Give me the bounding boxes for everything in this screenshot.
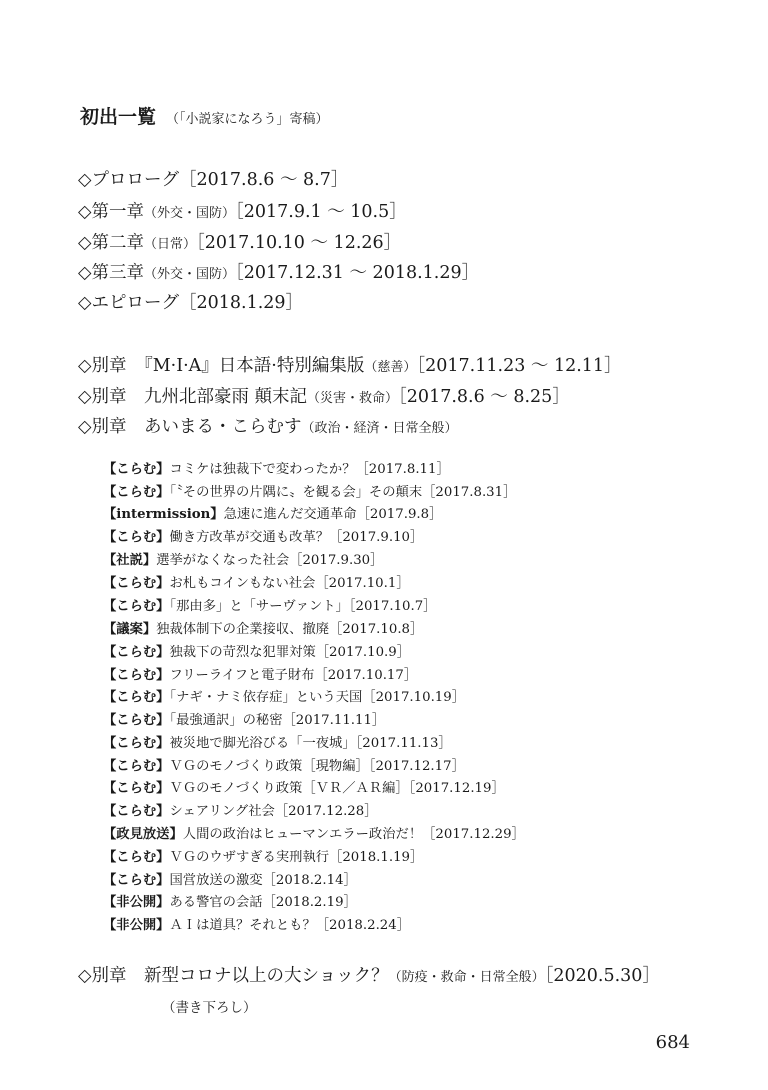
item-text: 人間の政治はヒューマンエラー政治だ！［2017.12.29］ bbox=[182, 827, 525, 842]
list-item bbox=[103, 526, 423, 545]
entry-note: （外交・国防） bbox=[143, 267, 235, 282]
item-tag: 【こらむ】 bbox=[103, 599, 170, 614]
item-tag: 【こらむ】 bbox=[103, 576, 170, 591]
list-item bbox=[103, 686, 465, 705]
item-text: シェアリング社会［2017.12.28］ bbox=[169, 804, 378, 819]
entry-date: ［2017.8.6 〜 8.7］ bbox=[178, 170, 349, 190]
item-text: ＶＧのモノづくり政策［現物編］［2017.12.17］ bbox=[169, 759, 465, 774]
item-text: フリーライフと電子財布［2017.10.17］ bbox=[169, 668, 418, 683]
item-tag: 【こらむ】 bbox=[103, 690, 170, 705]
item-text: お札もコインもない社会［2017.10.1］ bbox=[169, 576, 410, 591]
entry-label: ◇プロローグ bbox=[78, 170, 179, 190]
title-subtitle: （「小説家になろう」寄稿） bbox=[166, 112, 329, 127]
entry-label: ◇別章 九州北部豪雨 顛末記 bbox=[78, 387, 308, 407]
list-item bbox=[103, 572, 410, 591]
list-item bbox=[103, 914, 410, 933]
list-item bbox=[103, 777, 505, 796]
entry-date: ［2017.8.6 〜 8.25］ bbox=[398, 387, 570, 407]
entry-label: ◇別章 あいまる・こらむす bbox=[78, 417, 302, 437]
entry-chapter-3 bbox=[78, 259, 479, 284]
item-text: 急速に進んだ交通革命［2017.9.8］ bbox=[223, 507, 443, 522]
item-tag: 【非公開】 bbox=[103, 918, 170, 933]
list-item bbox=[103, 664, 417, 683]
entry-chapter-2 bbox=[78, 229, 401, 254]
list-item bbox=[103, 709, 385, 728]
item-text: 独裁体制下の企業接収、撤廃［2017.10.8］ bbox=[156, 622, 424, 637]
entry-side-kyushu bbox=[78, 383, 570, 408]
entry-side-columns bbox=[78, 413, 457, 438]
entry-note: （政治・経済・日常全般） bbox=[301, 421, 458, 436]
item-tag: 【非公開】 bbox=[103, 895, 170, 910]
entry-date: ［2017.9.1 〜 10.5］ bbox=[234, 202, 407, 222]
title-text: 初出一覧 bbox=[80, 106, 157, 128]
item-text: 働き方改革が交通も改革？［2017.9.10］ bbox=[169, 530, 424, 545]
item-text: ＶＧのモノづくり政策［ＶＲ／ＡＲ編］［2017.12.19］ bbox=[169, 781, 505, 796]
entry-date: ［2020.5.30］ bbox=[544, 966, 660, 986]
item-tag: 【こらむ】 bbox=[103, 736, 170, 751]
item-tag: 【こらむ】 bbox=[103, 850, 170, 865]
item-tag: 【議案】 bbox=[103, 622, 157, 637]
page-number: 684 bbox=[655, 1032, 690, 1053]
list-item bbox=[103, 458, 450, 477]
item-text: ＶＧのウザすぎる実刑執行［2018.1.19］ bbox=[169, 850, 424, 865]
entry-date: ［2017.10.10 〜 12.26］ bbox=[195, 233, 402, 253]
entry-date: ［2017.12.31 〜 2018.1.29］ bbox=[234, 263, 480, 283]
entry-epilogue bbox=[78, 289, 303, 314]
page-title bbox=[80, 102, 329, 129]
item-tag: 【こらむ】 bbox=[103, 873, 170, 888]
item-text: ある警官の会話［2018.2.19］ bbox=[169, 895, 357, 910]
entry-note: （外交・国防） bbox=[143, 206, 235, 221]
item-text: 「〝その世界の片隅に〟を観る会」その顛末［2017.8.31］ bbox=[169, 485, 517, 500]
item-text: 「最強通訳」の秘密［2017.11.11］ bbox=[169, 713, 386, 728]
item-tag: 【こらむ】 bbox=[103, 462, 170, 477]
list-item bbox=[103, 755, 465, 774]
list-item bbox=[103, 549, 383, 568]
entry-note: （防疫・救命・日常全般） bbox=[388, 970, 545, 985]
item-tag: 【こらむ】 bbox=[103, 530, 170, 545]
item-text: 国営放送の激変［2018.2.14］ bbox=[169, 873, 357, 888]
item-text: 独裁下の苛烈な犯罪対策［2017.10.9］ bbox=[169, 645, 411, 660]
item-tag: 【こらむ】 bbox=[103, 713, 170, 728]
entry-date: ［2017.11.23 〜 12.11］ bbox=[416, 356, 622, 376]
entry-note: （災害・救命） bbox=[307, 391, 399, 406]
list-item bbox=[103, 503, 442, 522]
list-item bbox=[103, 481, 516, 500]
list-item bbox=[103, 595, 436, 614]
item-tag: 【こらむ】 bbox=[103, 485, 170, 500]
list-item bbox=[103, 846, 423, 865]
item-tag: 【政見放送】 bbox=[103, 827, 183, 842]
list-item bbox=[103, 869, 357, 888]
entry-note: （日常） bbox=[143, 237, 196, 252]
item-text: コミケは独裁下で変わったか？［2017.8.11］ bbox=[169, 462, 450, 477]
entry-label: ◇別章 新型コロナ以上の大ショック？ bbox=[78, 966, 389, 986]
entry-label: ◇エピローグ bbox=[78, 293, 179, 313]
item-text: 被災地で脚光浴びる「一夜城」［2017.11.13］ bbox=[169, 736, 452, 751]
list-item bbox=[103, 618, 423, 637]
entry-side-corona bbox=[78, 962, 660, 987]
entry-label: ◇別章 『M·I·A』日本語·特別編集版 bbox=[78, 356, 365, 376]
item-tag: 【こらむ】 bbox=[103, 668, 170, 683]
entry-chapter-1 bbox=[78, 198, 407, 223]
entry-label: ◇第一章 bbox=[78, 202, 144, 222]
entry-side-mia bbox=[78, 352, 622, 377]
entry-note: （慈善） bbox=[364, 360, 417, 375]
item-text: 選挙がなくなった社会［2017.9.30］ bbox=[156, 553, 384, 568]
item-tag: 【こらむ】 bbox=[103, 781, 170, 796]
list-item bbox=[103, 891, 357, 910]
list-item bbox=[103, 823, 525, 842]
entry-prologue bbox=[78, 166, 348, 191]
item-tag: 【こらむ】 bbox=[103, 759, 170, 774]
item-text: 「那由多」と「サーヴァント」［2017.10.7］ bbox=[169, 599, 437, 614]
item-text: ＡＩは道具？それとも？［2018.2.24］ bbox=[169, 918, 411, 933]
entry-label: ◇第三章 bbox=[78, 263, 144, 283]
entry-date: ［2018.1.29］ bbox=[178, 293, 304, 313]
entry-label: ◇第二章 bbox=[78, 233, 144, 253]
list-item bbox=[103, 800, 378, 819]
item-tag: 【こらむ】 bbox=[103, 645, 170, 660]
item-tag: 【こらむ】 bbox=[103, 804, 170, 819]
closing-note: （書き下ろし） bbox=[162, 1000, 257, 1016]
list-item bbox=[103, 641, 410, 660]
item-tag: 【intermission】 bbox=[103, 507, 224, 522]
list-item bbox=[103, 732, 452, 751]
item-tag: 【社説】 bbox=[103, 553, 157, 568]
item-text: 「ナギ・ナミ依存症」という天国［2017.10.19］ bbox=[169, 690, 466, 705]
